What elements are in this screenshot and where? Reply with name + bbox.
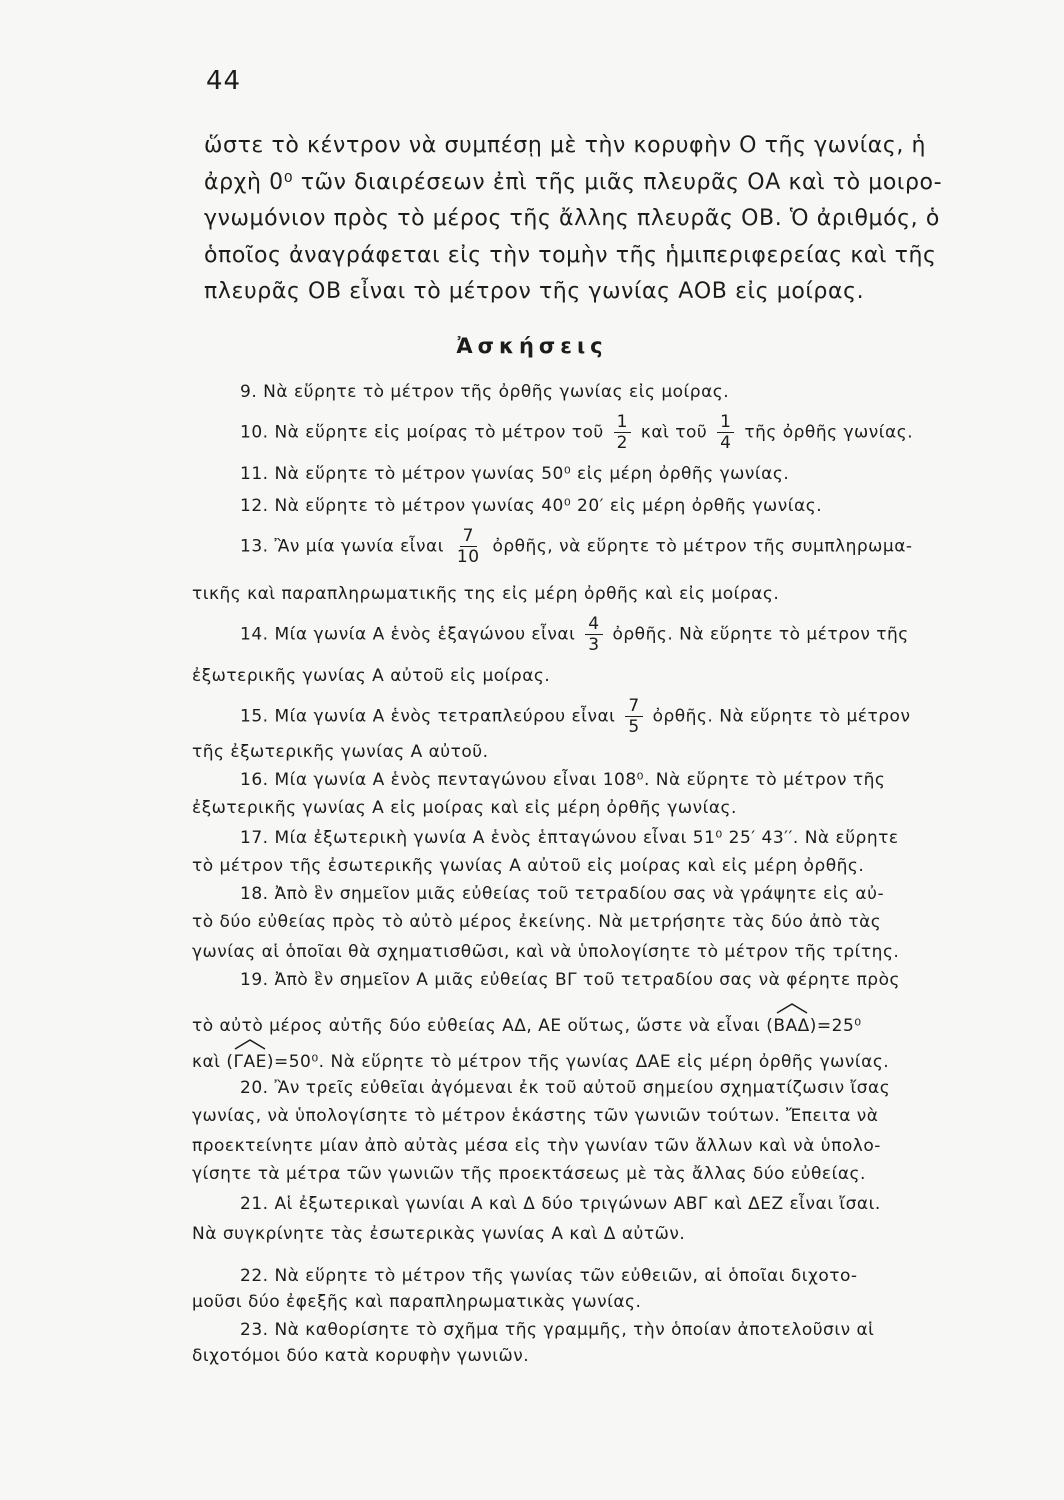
exercise-10	[192, 412, 1064, 453]
angle-arc-label	[234, 1052, 267, 1072]
intro-paragraph	[204, 128, 1024, 311]
exercise-17: 17. Μία ἐξωτερικὴ γωνία Α ἑνὸς ἑπταγώνου εἶναι 51⁰ 25′ 43′′. Νὰ εὕρητε	[240, 828, 899, 848]
arc-hat-icon	[233, 1038, 267, 1050]
exercise-text: ὀρθῆς. Νὰ εὕρητε τὸ μέτρον τῆς	[612, 624, 909, 645]
exercise-18-continued: τὸ δύο εὐθείας πρὸς τὸ αὐτὸ μέρος ἐκείνης. Νὰ μετρήσητε τὰς δύο ἀπὸ τὰς	[192, 912, 882, 932]
exercise-21: 21. Αἱ ἐξωτερικαὶ γωνίαι Α καὶ Δ δύο τριγώνων ΑΒΓ καὶ ΔΕΖ εἶναι ἴσαι.	[240, 1194, 881, 1214]
intro-line: ὁποῖος ἀναγράφεται εἰς τὴν τομὴν τῆς ἡμιπεριφερείας καὶ τῆς	[204, 242, 937, 268]
exercise-14	[192, 614, 1064, 655]
exercise-20-continued: γωνίας, νὰ ὑπολογίσητε τὸ μέτρον ἑκάστης τῶν γωνιῶν τούτων. Ἔπειτα νὰ	[192, 1106, 879, 1126]
exercise-20: 20. Ἂν τρεῖς εὐθεῖαι ἀγόμεναι ἐκ τοῦ αὐτοῦ σημείου σχηματίζωσιν ἴσας	[240, 1078, 891, 1098]
fraction	[454, 526, 483, 567]
exercise-text: ὀρθῆς, νὰ εὕρητε τὸ μέτρον τῆς συμπληρωμα-	[492, 536, 913, 557]
exercise-21-continued: Νὰ συγκρίνητε τὰς ἐσωτερικὰς γωνίας Α καὶ Δ αὐτῶν.	[192, 1224, 686, 1244]
exercise-18-continued: γωνίας αἱ ὁποῖαι θὰ σχηματισθῶσι, καὶ νὰ ὑπολογίσητε τὸ μέτρον τῆς τρίτης.	[192, 942, 900, 962]
exercise-text: 14. Μία γωνία Α ἑνὸς ἑξαγώνου εἶναι	[240, 624, 576, 645]
exercise-text: )=50⁰. Νὰ εὕρητε τὸ μέτρον τῆς γωνίας ΔΑΕ εἰς μέρη ὀρθῆς γωνίας.	[266, 1052, 890, 1072]
denominator: 5	[628, 717, 640, 737]
exercise-12: 12. Νὰ εὕρητε τὸ μέτρον γωνίας 40⁰ 20′ εἰς μέρη ὀρθῆς γωνίας.	[240, 496, 823, 516]
exercise-23: 23. Νὰ καθορίσητε τὸ σχῆμα τῆς γραμμῆς, τὴν ὁποίαν ἀποτελοῦσιν αἱ	[240, 1320, 875, 1340]
fraction	[625, 696, 642, 737]
numerator: 1	[717, 412, 734, 433]
section-heading: Ἀσκήσεις	[456, 334, 608, 358]
exercise-23-continued: διχοτόμοι δύο κατὰ κορυφὴν γωνιῶν.	[192, 1346, 530, 1366]
exercise-11: 11. Νὰ εὕρητε τὸ μέτρον γωνίας 50⁰ εἰς μέρη ὀρθῆς γωνίας.	[240, 464, 790, 484]
exercise-22: 22. Νὰ εὕρητε τὸ μέτρον τῆς γωνίας τῶν εὐθειῶν, αἱ ὁποῖαι διχοτο-	[240, 1266, 858, 1286]
intro-line: ὥστε τὸ κέντρον νὰ συμπέσῃ μὲ τὴν κορυφὴν Ο τῆς γωνίας, ἡ	[204, 133, 927, 158]
exercise-16: 16. Μία γωνία Α ἑνὸς πενταγώνου εἶναι 108⁰. Νὰ εὕρητε τὸ μέτρον τῆς	[240, 770, 886, 790]
fraction	[585, 614, 602, 655]
numerator: 1	[614, 412, 631, 433]
page-number: 44	[206, 66, 242, 96]
exercise-18: 18. Ἀπὸ ἓν σημεῖον μιᾶς εὐθείας τοῦ τετραδίου σας νὰ γράψητε εἰς αὐ-	[240, 884, 885, 904]
exercise-text: ὀρθῆς. Νὰ εὕρητε τὸ μέτρον	[652, 706, 911, 727]
arc-hat-icon	[775, 1002, 809, 1014]
angle-name: ΓΑΕ	[233, 1052, 267, 1072]
intro-line: πλευρᾶς ΟΒ εἶναι τὸ μέτρον τῆς γωνίας ΑΟΒ εἰς μοίρας.	[204, 279, 865, 304]
exercise-20-continued: προεκτείνητε μίαν ἀπὸ αὐτὰς μέσα εἰς τὴν γωνίαν τῶν ἄλλων καὶ νὰ ὑπολο-	[192, 1136, 881, 1156]
denominator: 4	[720, 433, 732, 453]
exercise-15	[192, 696, 1064, 737]
exercise-text: καὶ τοῦ	[640, 422, 708, 443]
numerator: 7	[460, 526, 477, 547]
denominator: 3	[588, 635, 600, 655]
exercise-text: 10. Νὰ εὕρητε εἰς μοίρας τὸ μέτρον τοῦ	[240, 422, 604, 443]
angle-name: ΒΑΔ	[773, 1016, 810, 1036]
numerator: 4	[585, 614, 602, 635]
denominator: 2	[616, 433, 628, 453]
exercise-19-continued	[192, 1052, 1022, 1072]
exercise-14-continued: ἐξωτερικῆς γωνίας Α αὐτοῦ εἰς μοίρας.	[192, 666, 551, 686]
exercise-19-continued	[192, 1016, 1022, 1036]
exercise-13-continued: τικῆς καὶ παραπληρωματικῆς της εἰς μέρη ὀρθῆς καὶ εἰς μοίρας.	[192, 584, 780, 604]
exercise-text: 13. Ἂν μία γωνία εἶναι	[240, 536, 444, 557]
intro-line: γνωμόνιον πρὸς τὸ μέρος τῆς ἄλλης πλευρᾶς ΟΒ. Ὁ ἀριθμός, ὁ	[204, 206, 940, 231]
exercise-15-continued: τῆς ἐξωτερικῆς γωνίας Α αὐτοῦ.	[192, 742, 489, 762]
numerator: 7	[625, 696, 642, 717]
exercise-16-continued: ἐξωτερικῆς γωνίας Α εἰς μοίρας καὶ εἰς μέρη ὀρθῆς γωνίας.	[192, 798, 737, 818]
exercise-text: )=25⁰	[809, 1016, 862, 1036]
exercise-text: 15. Μία γωνία Α ἑνὸς τετραπλεύρου εἶναι	[240, 706, 616, 727]
exercise-text: τὸ αὐτὸ μέρος αὐτῆς δύο εὐθείας ΑΔ, ΑΕ οὕτως, ὥστε νὰ εἶναι (	[192, 1016, 774, 1036]
exercise-text: τῆς ὀρθῆς γωνίας.	[744, 422, 914, 443]
exercise-9: 9. Νὰ εὕρητε τὸ μέτρον τῆς ὀρθῆς γωνίας εἰς μοίρας.	[240, 382, 730, 402]
exercise-19: 19. Ἀπὸ ἓν σημεῖον Α μιᾶς εὐθείας ΒΓ τοῦ τετραδίου σας νὰ φέρητε πρὸς	[240, 970, 900, 990]
exercise-13	[192, 526, 1064, 567]
fraction	[717, 412, 734, 453]
angle-arc-label	[773, 1016, 809, 1036]
exercise-text: καὶ (	[192, 1052, 234, 1072]
intro-line: ἀρχὴ 0⁰ τῶν διαιρέσεων ἐπὶ τῆς μιᾶς πλευρᾶς ΟΑ καὶ τὸ μοιρο-	[204, 169, 943, 195]
fraction	[614, 412, 631, 453]
exercise-22-continued: μοῦσι δύο ἐφεξῆς καὶ παραπληρωματικὰς γωνίας.	[192, 1292, 642, 1312]
exercise-17-continued: τὸ μέτρον τῆς ἐσωτερικῆς γωνίας Α αὐτοῦ εἰς μοίρας καὶ εἰς μέρη ὀρθῆς.	[192, 856, 865, 876]
denominator: 10	[456, 547, 480, 567]
exercise-20-continued: γίσητε τὰ μέτρα τῶν γωνιῶν τῆς προεκτάσεως μὲ τὰς ἄλλας δύο εὐθείας.	[192, 1164, 866, 1184]
